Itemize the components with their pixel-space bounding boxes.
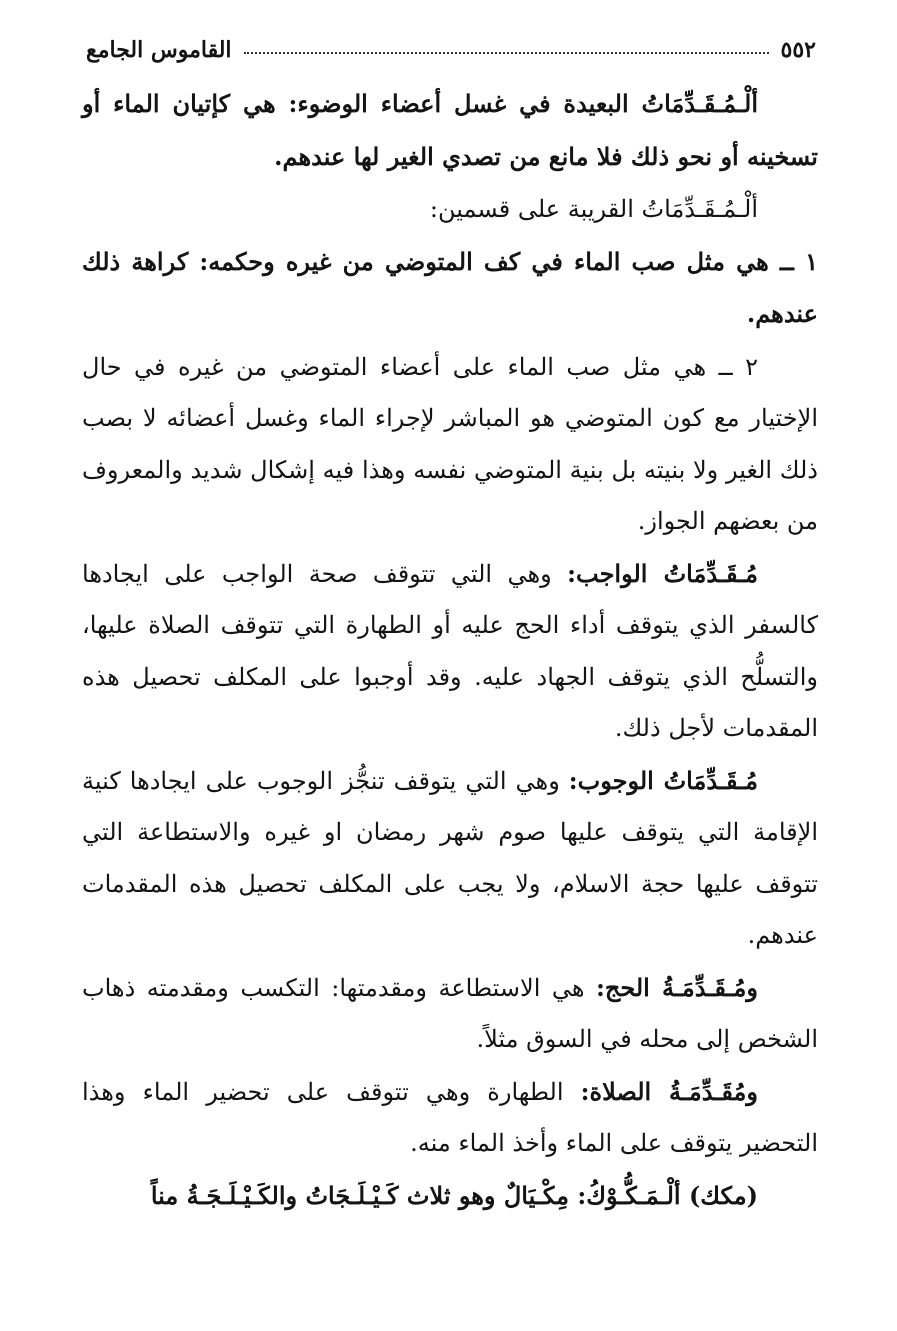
entry-headword: (مكك) ألْـمَـكُّـوْكُ:: [577, 1180, 758, 1210]
entry-headword: ومُـقَـدِّمَـةُ الحج:: [595, 972, 759, 1002]
entry-headword: ومُقَـدِّمَـةُ الصلاة:: [580, 1076, 759, 1106]
entry-hajj-preliminary: [82, 962, 818, 1066]
entry-near-preliminaries: [82, 183, 818, 236]
entry-headword: مُـقَـدِّمَاتُ الواجب:: [567, 558, 758, 588]
entry-item-2: [82, 341, 818, 548]
entry-requirement-preliminaries: [82, 755, 818, 962]
page-body: [82, 78, 818, 1222]
entry-definition: هي الاستطاعة ومقدمتها: التكسب ومقدمته ذهاب الشخص إلى محله في السوق مثلاً.: [82, 973, 818, 1053]
entry-makkuk: [82, 1170, 818, 1223]
entry-distant-preliminaries: [82, 78, 818, 183]
entry-definition: وهي التي يتوقف تنجُّز الوجوب على ايجادها كنية الإقامة التي يتوقف عليها صوم شهر رمضان او غيره والاستطاعة التي تتوقف عليها حجة الاسلام، ولا يجب على المكلف تحصيل هذه المقدمات عندهم.: [82, 766, 818, 949]
entry-headword: ألْـمُـقَـدِّمَاتُ البعيدة في غسل أعضاء الوضوء:: [288, 89, 758, 118]
entry-item-1: [82, 236, 818, 341]
entry-definition: هي كإتيان الماء أو تسخينه أو نحو ذلك فلا مانع من تصدي الغير لها عندهم.: [82, 89, 818, 171]
entry-obligation-preliminaries: [82, 548, 818, 755]
entry-definition: مِكْـيَالٌ وهو ثلاث كَـيْـلَـجَاتُ والكَـيْـلَـجَـةُ مناً: [150, 1180, 578, 1210]
running-title: القاموس الجامع: [86, 37, 232, 63]
entry-definition: وهي التي تتوقف صحة الواجب على ايجادها كالسفر الذي يتوقف أداء الحج عليه أو الطهارة التي تتوقف الصلاة عليها، والتسلُّح الذي يتوقف الجهاد عليه. وقد أوجبوا على المكلف تحصيل هذه المقدمات لأجل ذلك.: [82, 559, 818, 742]
entry-definition: ألْـمُـقَـدِّمَاتُ القريبة على قسمين:: [429, 195, 758, 223]
entry-headword: مُـقَـدِّمَاتُ الوجوب:: [568, 765, 758, 795]
entry-definition: الطهارة وهي تتوقف على تحضير الماء وهذا التحضير يتوقف على الماء وأخذ الماء منه.: [82, 1077, 818, 1157]
page-number: ٥٥٢: [780, 37, 816, 63]
header-leader-dots: [244, 42, 769, 54]
entry-definition: ١ ــ هي مثل صب الماء في كف المتوضي من غيره وحكمه: كراهة ذلك عندهم.: [82, 246, 818, 328]
entry-prayer-preliminary: [82, 1066, 818, 1170]
entry-definition: ٢ ــ هي مثل صب الماء على أعضاء المتوضي من غيره في حال الإختيار مع كون المتوضي هو المباشر لإجراء الماء وغسل أعضائه لا بصب ذلك الغير ولا بنيته بل بنية المتوضي نفسه وهذا فيه إشكال شديد والمعروف من بعضهم الجواز.: [82, 352, 818, 535]
page-header: [86, 30, 816, 70]
